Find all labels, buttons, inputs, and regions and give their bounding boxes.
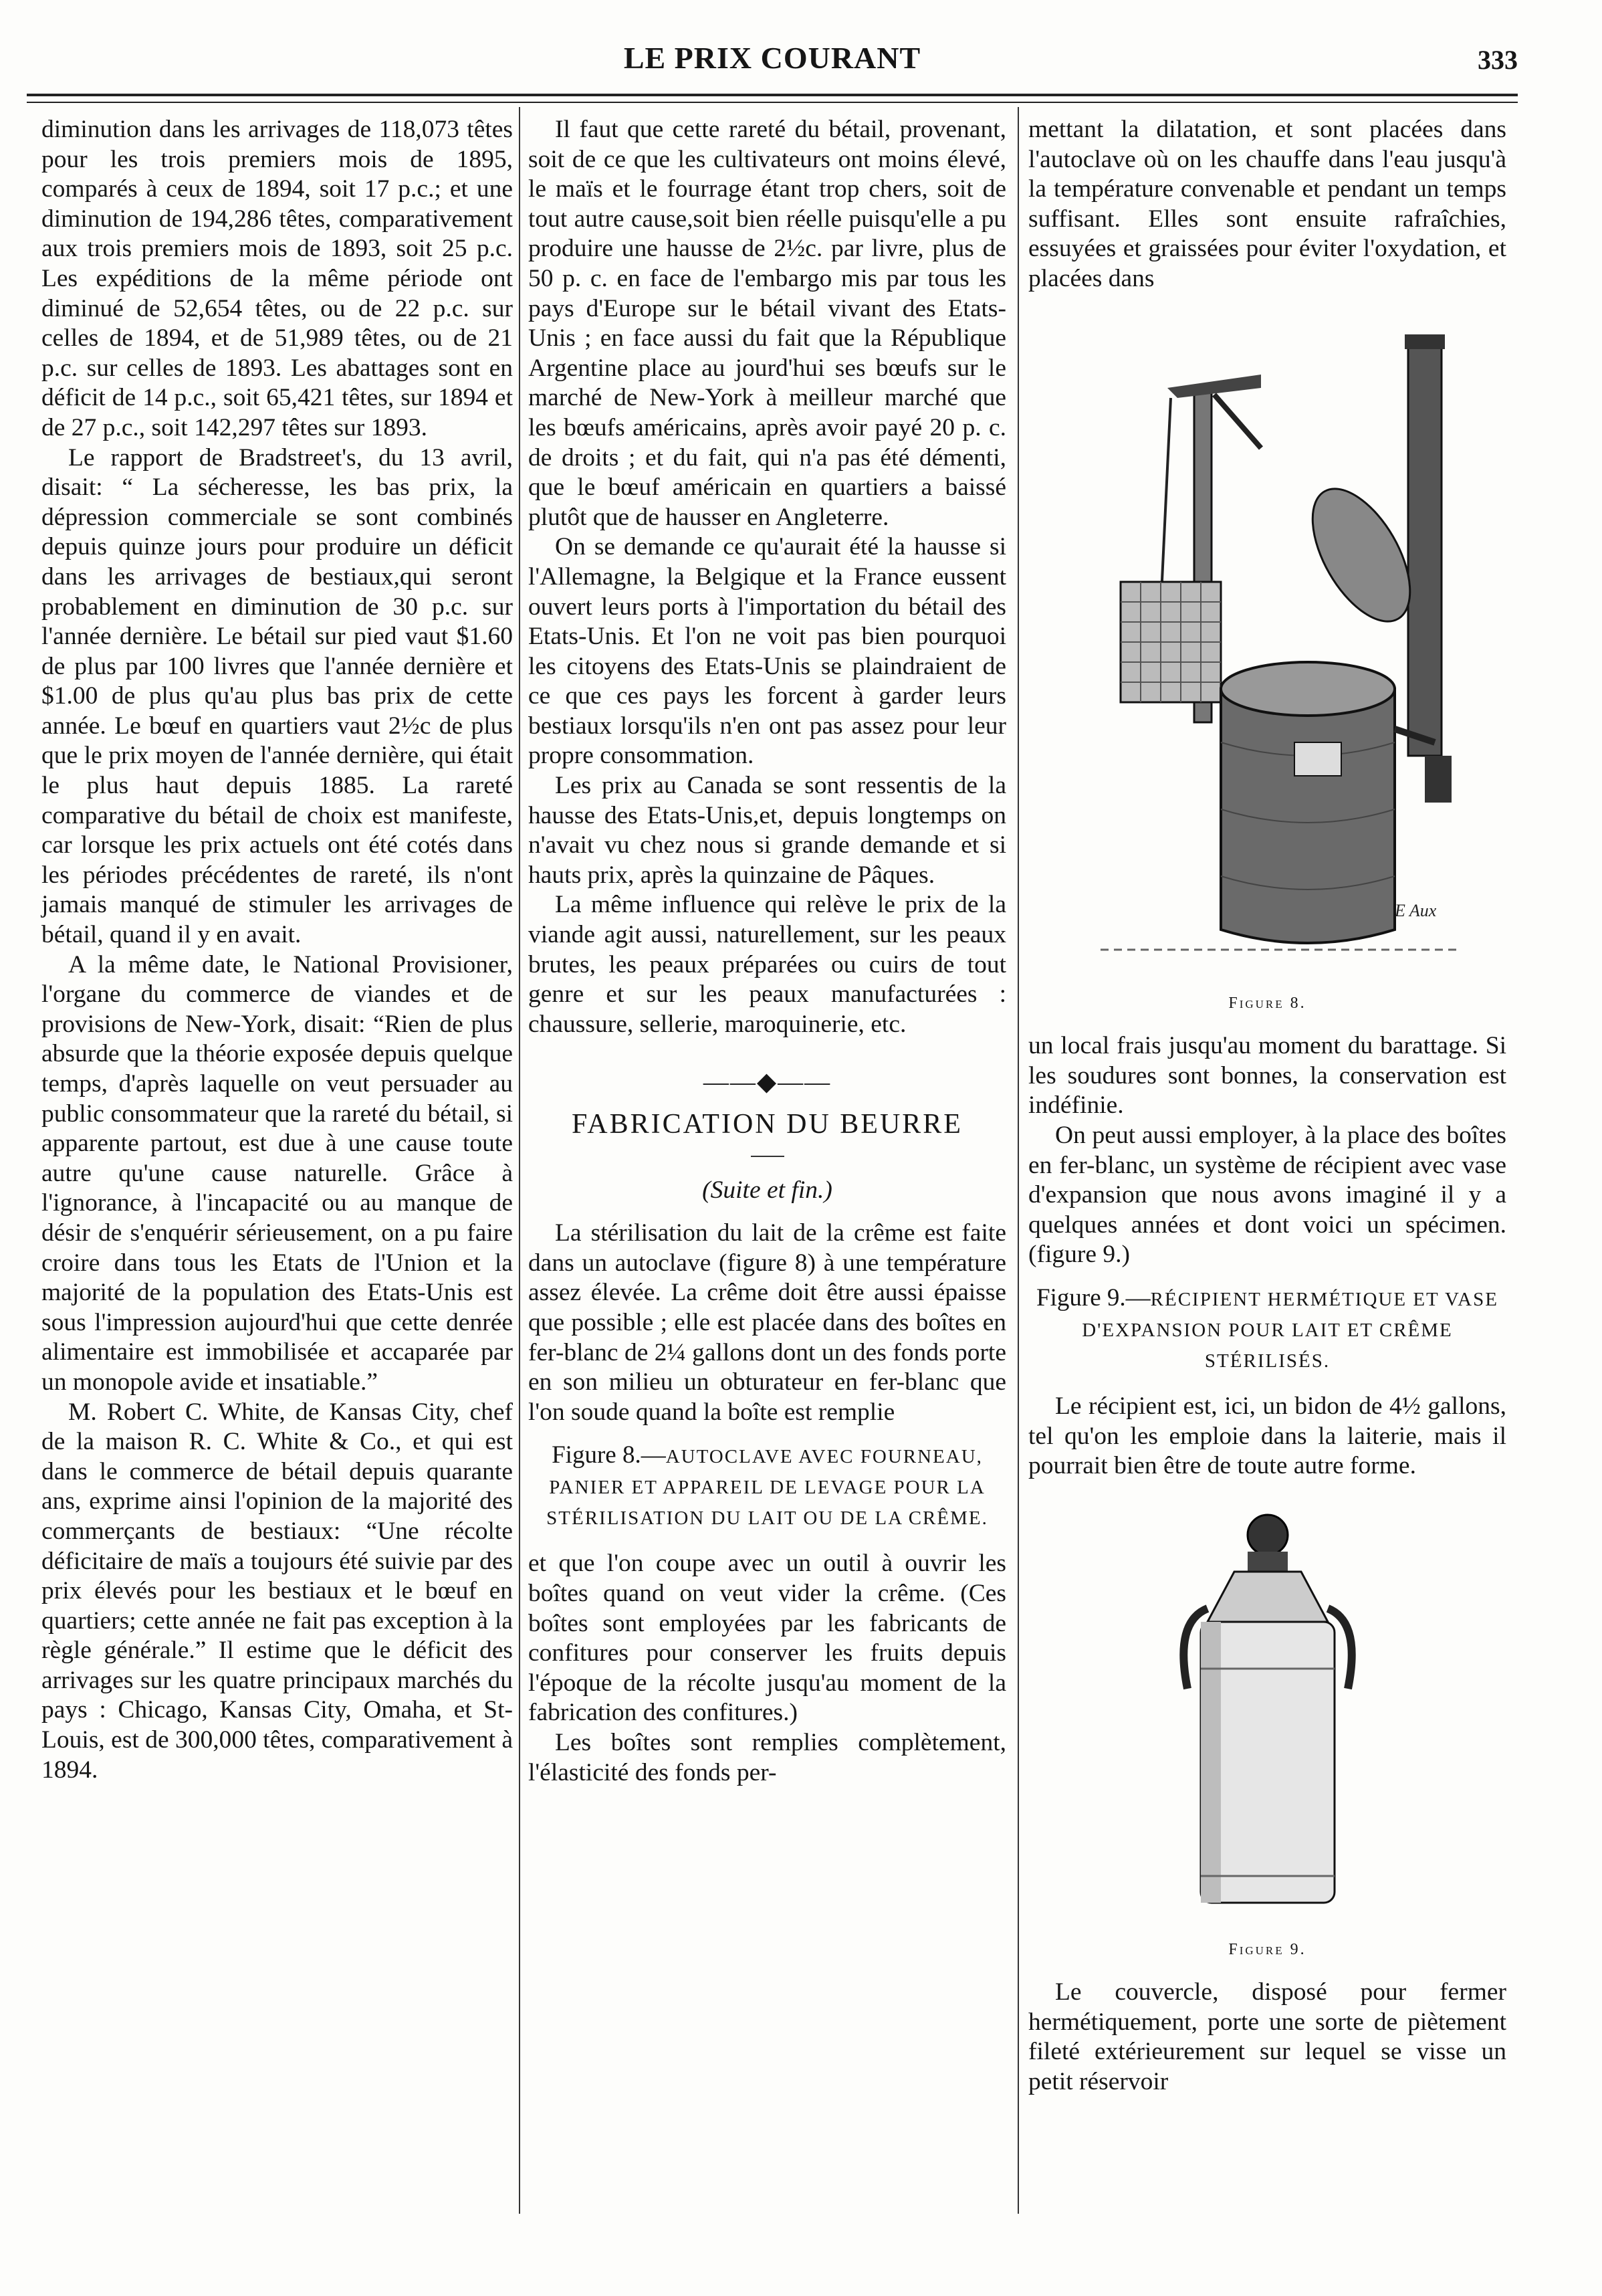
column-divider — [519, 107, 520, 2214]
header-rule — [27, 94, 1518, 96]
caption-text: RÉCIPIENT HERMÉTIQUE ET VASE D'EXPANSION POUR LAIT ET CRÊME STÉRILISÉS. — [1082, 1288, 1498, 1372]
page-number: 333 — [1478, 45, 1518, 75]
paragraph: Les boîtes sont remplies complètement, l'élasticité des fonds per- — [528, 1728, 1006, 1786]
section-separator: ——◆—— — [703, 1068, 832, 1097]
section-heading: FABRICATION DU BEURRE — [572, 1109, 963, 1140]
autoclave-drawing — [1060, 314, 1475, 983]
paragraph: Le rapport de Bradstreet's, du 13 avril, disait: “ La sécheresse, les bas prix, la dépression commerciale se sont combinés depuis quinze jours pour produire un déficit dans les arrivages de bestiaux,qui seront probablement en diminution de 30 p.c. sur l'année dernière. Le bétail sur pied vaut $1.60 de plus par 100 livres que l'année dernière et $1.00 de plus qu'au plus bas prix de cette année. Le bœuf en quartiers vaut 2½c de plus que le prix moyen de l'année dernière, qui était le plus haut depuis 1885. La rareté comparative du bétail de choix est manifeste, car lorsque les prix actuels ont été cotés dans les périodes précédentes de rareté, ils n'ont jamais manqué de stimuler les arrivages de bétail, quand il y en avait. — [41, 443, 513, 949]
paragraph: Le récipient est, ici, un bidon de 4½ gallons, tel qu'on les emploie dans la laiterie, mais il pourrait bien être de toute autre forme. — [1028, 1392, 1506, 1480]
paragraph: un local frais jusqu'au moment du barattage. Si les soudures sont bonnes, la conservation est indéfinie. — [1028, 1032, 1506, 1120]
figure-8-label: Figure 8. — [1228, 994, 1306, 1012]
figure-9-container-illustration — [1161, 1501, 1375, 1929]
paragraph: mettant la dilatation, et sont placées dans l'autoclave où on les chauffe dans l'eau jusqu'à la température convenable et pendant un temps suffisant. Elles sont ensuite rafraîchies, essuyées et graissées pour éviter l'oxydation, et placées dans — [1028, 116, 1506, 292]
caption-lead: Figure 8.— — [552, 1441, 666, 1469]
section-subheading: (Suite et fin.) — [528, 1156, 1006, 1206]
caption-text: AUTOCLAVE AVEC FOURNEAU, PANIER ET APPAREIL DE LEVAGE POUR LA STÉRILISATION DU LAIT OU DE LA CRÊME. — [546, 1446, 988, 1530]
paragraph: et que l'on coupe avec un outil à ouvrir les boîtes quand on veut vider la crême. (Ces boîtes sont employées par les fabricants de confitures pour conserver les fruits depuis l'époque de la récolte jusqu'au moment de la fabrication des confitures.) — [528, 1550, 1006, 1727]
journal-title: LE PRIX COURANT — [623, 41, 921, 75]
paragraph: Il faut que cette rareté du bétail, provenant, soit de ce que les cultivateurs ont moins élevé, le maïs et le fourrage étant trop chers, soit de tout autre cause,soit bien réelle puisqu'elle a pu produire une hausse de 2½c. par livre, plus de 50 p. c. en face de l'embargo mis par tous les pays d'Europe sur le bétail vivant des Etats-Unis ; en face aussi du fait que la République Argentine place au jourd'hui ses bœufs sur le marché de New-York à meilleur marché que les bœufs américains, après avoir payé 20 p. c. de droits ; et du fait, qui n'a pas été démenti, que le bœuf américain en quartiers a baissé plutôt que de hausser en Angleterre. — [528, 116, 1006, 531]
paragraph: A la même date, le National Provisioner, l'organe du commerce de viandes et de provisions de New-York, disait: “Rien de plus absurde que la théorie exposée depuis quelque temps, d'après laquelle on veut persuader au public consommateur que la rareté du bétail, si apparente partout, est due à une cause toute autre qu'une cause naturelle. Grâce à l'ignorance, à l'incapacité ou au manque de désir de s'enquérir sérieusement, on a pu faire croire dans tous les Etats de l'Union et la majorité de la population des Etats-Unis est sous l'impression aujourd'hui que cette denrée alimentaire est immobilisée et accaparée par un monopole avide et insatiable.” — [41, 950, 513, 1396]
engraver-signature: E Aux — [1394, 900, 1436, 920]
column-divider — [1018, 107, 1019, 2214]
column-1 — [41, 115, 513, 1785]
paragraph: Les prix au Canada se sont ressentis de la hausse des Etats-Unis,et, depuis longtemps on n'avait vu chez nous si grande demande et si hauts prix, après la quinzaine de Pâques. — [528, 772, 1006, 889]
header-rule-thin — [27, 102, 1518, 103]
paragraph: Le couvercle, disposé pour fermer hermétiquement, porte une sorte de piètement fileté extérieurement sur lequel se visse un petit réservoir — [1028, 1978, 1506, 2096]
caption-lead: Figure 9.— — [1036, 1283, 1151, 1312]
figure-8-caption — [528, 1441, 1006, 1533]
figure-9-caption — [1028, 1283, 1506, 1376]
figure-8-autoclave-illustration — [1060, 314, 1475, 983]
paragraph: M. Robert C. White, de Kansas City, chef de la maison R. C. White & Co., et qui est dans le commerce de bétail depuis quarante ans, exprime ainsi l'opinion de la majorité des commerçants de bestiaux: “Une récolte déficitaire de maïs a toujours été suivie par des prix élevés pour les bestiaux et le bœuf en quartiers; cette année ne fait pas exception à la règle générale.” Il estime que le déficit des arrivages sur les quatre principaux marchés du pays : Chicago, Kansas City, Omaha, et St-Louis, est de 300,000 têtes, comparativement à 1894. — [41, 1398, 513, 1784]
page-header — [27, 40, 1518, 100]
paragraph: diminution dans les arrivages de 118,073 têtes pour les trois premiers mois de 1895, comparés à ceux de 1894, soit 17 p.c.; et une diminution de 194,286 têtes, comparativement aux trois premiers mois de 1893, soit 25 p.c. Les expéditions de la même période ont diminué de 52,654 têtes, ou de 22 p.c. sur celles de 1894, et de 51,989 têtes, ou de 21 p.c. sur celles de 1893. Les abattages sont en déficit de 14 p.c., soit 65,421 têtes, sur 1894 et de 27 p.c., soit 142,297 têtes sur 1893. — [41, 116, 513, 441]
paragraph: La même influence qui relève le prix de la viande agit aussi, naturellement, sur les peaux brutes, les peaux préparées ou cuirs de tout genre et sur les peaux manufacturées : chaussure, sellerie, maroquinerie, etc. — [528, 891, 1006, 1038]
column-2 — [528, 115, 1006, 1788]
paragraph: On peut aussi employer, à la place des boîtes en fer-blanc, un système de récipient avec vase d'expansion que nous avons imaginé il y a quelques années et dont voici un spécimen. (figure 9.) — [1028, 1121, 1506, 1269]
figure-9-label: Figure 9. — [1228, 1940, 1306, 1958]
paragraph: On se demande ce qu'aurait été la hausse si l'Allemagne, la Belgique et la France eussent ouvert leurs ports à l'importation du bétail des Etats-Unis. Et l'on ne voit pas bien pourquoi les citoyens des Etats-Unis se plaindraient de ce que ces pays les forcent à garder leurs bestiaux lorsqu'ils n'en ont pas assez pour leur propre consommation. — [528, 533, 1006, 770]
column-3 — [1028, 115, 1506, 2097]
paragraph: La stérilisation du lait de la crême est faite dans un autoclave (figure 8) à une température assez élevée. La crême doit être aussi épaisse que possible ; elle est placée dans des boîtes en fer-blanc de 2¼ gallons dont un des fonds porte en son milieu un obturateur en fer-blanc que l'on soude quand la boîte est remplie — [528, 1219, 1006, 1426]
milk-can-drawing — [1161, 1501, 1375, 1929]
